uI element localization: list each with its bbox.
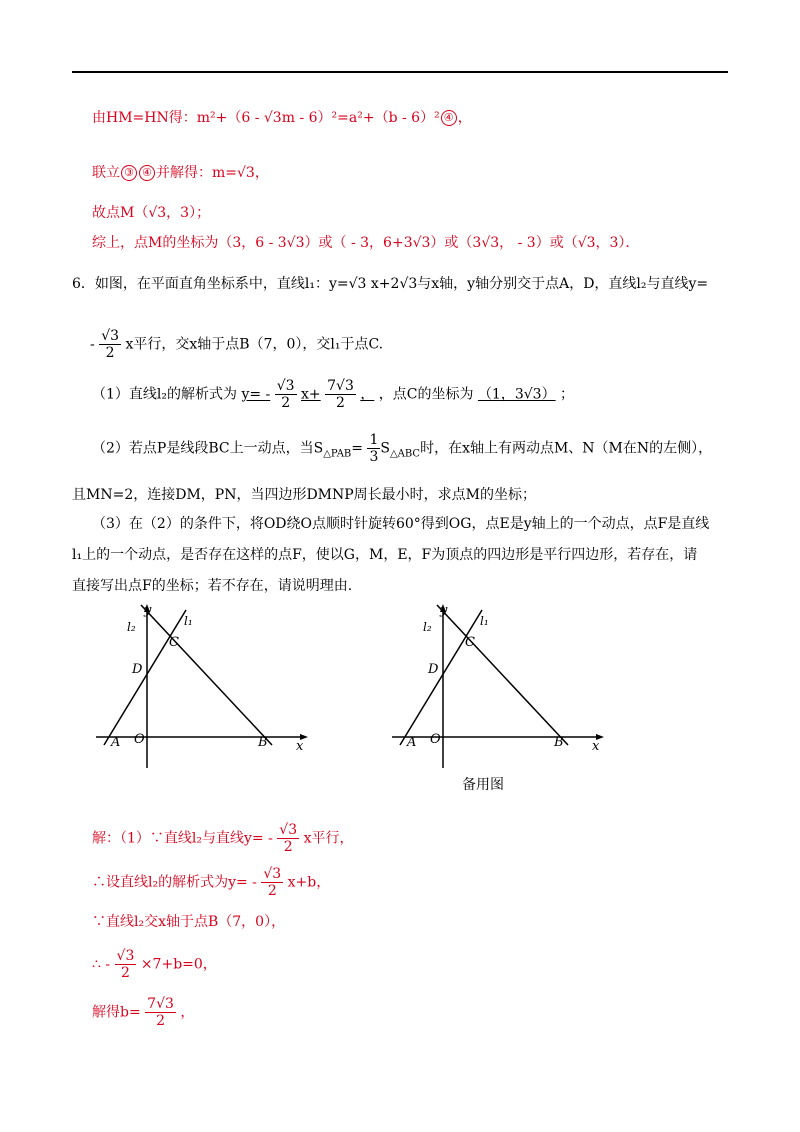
- q6-fraction: [99, 328, 121, 361]
- fig2-b-label: B: [554, 735, 564, 750]
- part3c: 直接写出点F的坐标；若不存在，请说明理由.: [72, 578, 353, 594]
- p1-c-answer: （1，3√3）: [477, 386, 556, 403]
- p1-n1: √3: [276, 378, 295, 394]
- p2a-sub2: △ABC: [389, 448, 421, 460]
- fig1-l1-label: l₁: [184, 614, 193, 628]
- sol2-end: x+b，: [287, 874, 331, 891]
- solve-pre: 联立: [92, 165, 120, 181]
- figure-spare: [392, 600, 622, 770]
- fig1-c-label: C: [169, 635, 179, 650]
- p2a-lead: （2）若点P是线段BC上一动点，当S: [92, 440, 324, 457]
- summary-line: 综上，点M的坐标为（3，6 - 3√3）或（ - 3，6+3√3）或（3√3， - 3）或（√3，3）．: [92, 235, 640, 251]
- sol5-lead: 解得b=: [92, 1004, 141, 1021]
- hm-equation: m²+（6 - √3m - 6）²=a²+（b - 6）²: [196, 110, 440, 126]
- header-rule: [72, 71, 728, 73]
- p2a-sub: △PAB: [323, 448, 352, 460]
- p1-n2: 7√3: [327, 378, 354, 394]
- part2b: 且MN=2，连接DM，PN，当四边形DMNP周长最小时，求点M的坐标；: [72, 487, 537, 503]
- sol5-end: ，: [180, 1004, 195, 1021]
- p2a-n: 1: [369, 432, 379, 448]
- p2a-frac: [367, 432, 380, 465]
- p1-frac2: [325, 378, 356, 411]
- sol4-n: √3: [116, 948, 135, 964]
- sol-line2: [92, 866, 330, 899]
- circle-3: ③: [121, 165, 137, 181]
- q6-frac-den: 2: [105, 345, 115, 361]
- p1-d2: 2: [336, 395, 345, 411]
- sol4-frac: [115, 948, 137, 981]
- hm-hn-equation: 由HM=HN得：m²+（6 - √3m - 6）²=a²+（b - 6）² ④ ，: [92, 110, 472, 126]
- fig2-y-label: y: [440, 603, 448, 618]
- p1-point-c: ，点C的坐标为: [378, 386, 474, 403]
- fig1-x-label: x: [296, 739, 304, 754]
- fig1-y-label: y: [144, 603, 152, 618]
- solve-line: [92, 163, 269, 183]
- sol4-d: 2: [121, 965, 130, 981]
- fig1-o-label: O: [134, 732, 145, 747]
- sol-line5: [92, 996, 194, 1029]
- sol4-lead: ∴ -: [92, 956, 111, 973]
- therefore-m: 故点M（√3，3）；: [92, 205, 211, 221]
- p1-ans-pre: y= -: [241, 386, 271, 403]
- sol4-end: ×7+b=0，: [140, 956, 217, 973]
- sol-line3: ∵直线l₂交x轴于点B（7，0），: [92, 914, 286, 930]
- sol1-d: 2: [283, 839, 293, 855]
- p1-mid: x+: [301, 386, 321, 403]
- sol5-frac: [145, 996, 176, 1029]
- p2a-eq: =: [351, 440, 363, 457]
- sol1-n: √3: [279, 822, 298, 838]
- p1-d1: 2: [281, 395, 291, 411]
- fig2-d-label: D: [428, 662, 439, 677]
- sol-line4: [92, 948, 217, 981]
- p2a-s: S: [380, 440, 390, 457]
- fig2-x-label: x: [592, 739, 600, 754]
- p1-blank-end: ，: [360, 386, 375, 403]
- circle-4b: ④: [139, 165, 155, 181]
- sol2-lead: ∴设直线l₂的解析式为y= -: [92, 874, 257, 891]
- sol1-end: x平行，: [303, 830, 354, 847]
- sol5-d: 2: [156, 1013, 165, 1029]
- fig2-l1-label: l₁: [480, 614, 489, 628]
- fig2-a-label: A: [407, 735, 417, 750]
- part3b: l₁上的一个动点，是否存在这样的点F，使以G，M，E，F为顶点的四边形是平行四边形，若存在，请: [72, 547, 698, 563]
- part1: [92, 378, 574, 411]
- fig2-o-label: O: [430, 732, 441, 747]
- q6-intro: 6．如图，在平面直角坐标系中，直线l₁：y=√3 x+2√3与x轴，y轴分别交于点A，D，直线l₂与直线y=: [72, 276, 709, 292]
- p1-end: ；: [560, 386, 575, 403]
- fig1-a-label: A: [111, 735, 121, 750]
- fig1-l2-label: l₂: [127, 620, 136, 634]
- part3a: （3）在（2）的条件下，将OD绕O点顺时针旋转60°得到OG，点E是y轴上的一个动点，点F是直线: [92, 516, 710, 532]
- part2a: [92, 432, 712, 465]
- fig1-d-label: D: [132, 662, 143, 677]
- q6-cont-text: x平行，交x轴于点B（7，0），交l₁于点C.: [125, 336, 384, 353]
- fig2-l2-label: l₂: [423, 620, 432, 634]
- sol1-frac: [277, 822, 299, 855]
- sol-line1: [92, 822, 353, 855]
- sol2-d: 2: [267, 883, 277, 899]
- figure-main: [96, 600, 326, 770]
- spare-figure-caption: 备用图: [462, 777, 504, 793]
- sol5-n: 7√3: [147, 996, 174, 1012]
- q6-minus: -: [90, 336, 95, 353]
- sol2-frac: [261, 866, 283, 899]
- p1-frac1: [275, 378, 297, 411]
- circle-4: ④: [441, 110, 457, 126]
- solve-post: 并解得：m=√3，: [156, 165, 269, 181]
- q6-continuation: [90, 328, 383, 361]
- q6-frac-num: √3: [101, 328, 120, 344]
- fig2-c-label: C: [465, 635, 475, 650]
- sol1-lead: 解：（1）∵直线l₂与直线y= -: [92, 830, 273, 847]
- p2a-rest: 时，在x轴上有两动点M、N（M在N的左侧），: [420, 440, 713, 457]
- p2a-d: 3: [369, 449, 379, 465]
- hm-lead: 由HM=HN得：: [92, 110, 197, 126]
- sol2-n: √3: [263, 866, 282, 882]
- p1-lead: （1）直线l₂的解析式为: [92, 386, 237, 403]
- fig1-b-label: B: [258, 735, 268, 750]
